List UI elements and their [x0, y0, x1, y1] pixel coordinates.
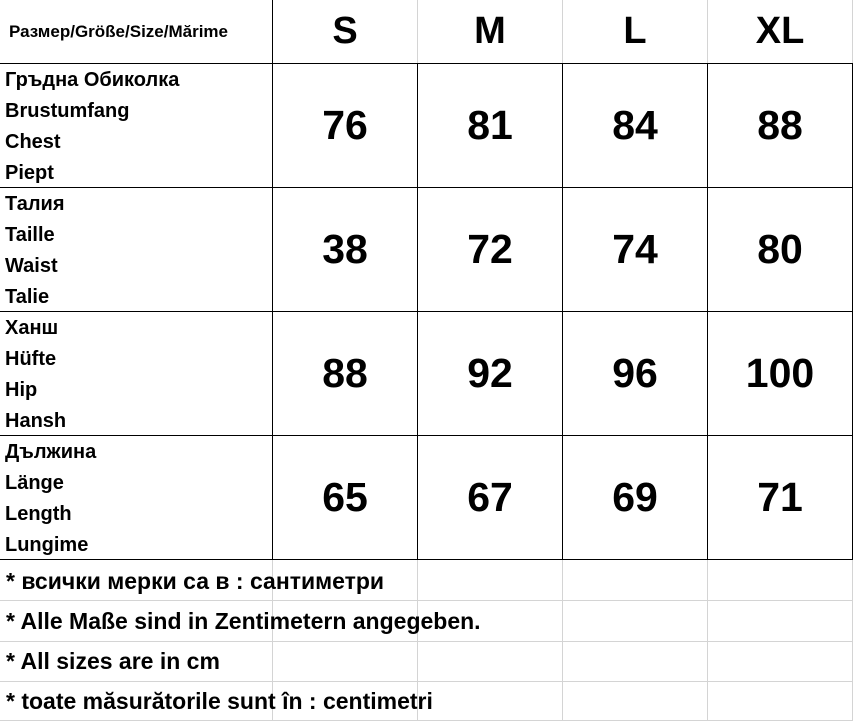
value-cell: 80 [757, 226, 803, 272]
row-label: Талия [5, 193, 65, 215]
value-cell: 88 [322, 350, 368, 396]
row-label: Hansh [5, 410, 67, 432]
size-header-xl: XL [755, 10, 805, 52]
value-cell: 72 [467, 226, 513, 272]
value-cell: 84 [612, 102, 658, 148]
value-cell: 69 [612, 474, 658, 520]
row-label: Ханш [5, 317, 59, 339]
row-label: Brustumfang [5, 100, 130, 122]
corner-label: Размер/Größe/Size/Mărime [9, 21, 228, 41]
note-line: * всички мерки са в : сантиметри [6, 568, 385, 594]
value-cell: 65 [322, 474, 368, 520]
row-label: Länge [5, 472, 64, 494]
value-cell: 88 [757, 102, 803, 148]
row-label: Piept [5, 162, 54, 184]
row-label: Chest [5, 131, 61, 153]
row-label: Lungime [5, 534, 89, 556]
row-label: Hip [5, 379, 38, 401]
value-cell: 38 [322, 226, 368, 272]
size-header-s: S [332, 10, 358, 52]
row-label: Taille [5, 224, 55, 246]
value-cell: 96 [612, 350, 658, 396]
border-line [0, 559, 853, 560]
value-cell: 71 [757, 474, 803, 520]
note-line: * All sizes are in cm [6, 648, 220, 674]
value-cell: 100 [745, 350, 815, 396]
size-header-l: L [623, 10, 647, 52]
row-label: Length [5, 503, 72, 525]
value-cell: 74 [612, 226, 658, 272]
row-label: Talie [5, 286, 50, 308]
note-line: * Alle Maße sind in Zentimetern angegeben. [6, 608, 481, 634]
size-header-m: M [474, 10, 506, 52]
row-label: Дължина [5, 441, 97, 463]
value-cell: 81 [467, 102, 513, 148]
value-cell: 67 [467, 474, 513, 520]
note-line: * toate măsurătorile sunt în : centimetri [6, 688, 433, 714]
row-label: Гръдна Обиколка [5, 69, 180, 91]
value-cell: 92 [467, 350, 513, 396]
row-label: Hüfte [5, 348, 57, 370]
row-label: Waist [5, 255, 58, 277]
value-cell: 76 [322, 102, 368, 148]
